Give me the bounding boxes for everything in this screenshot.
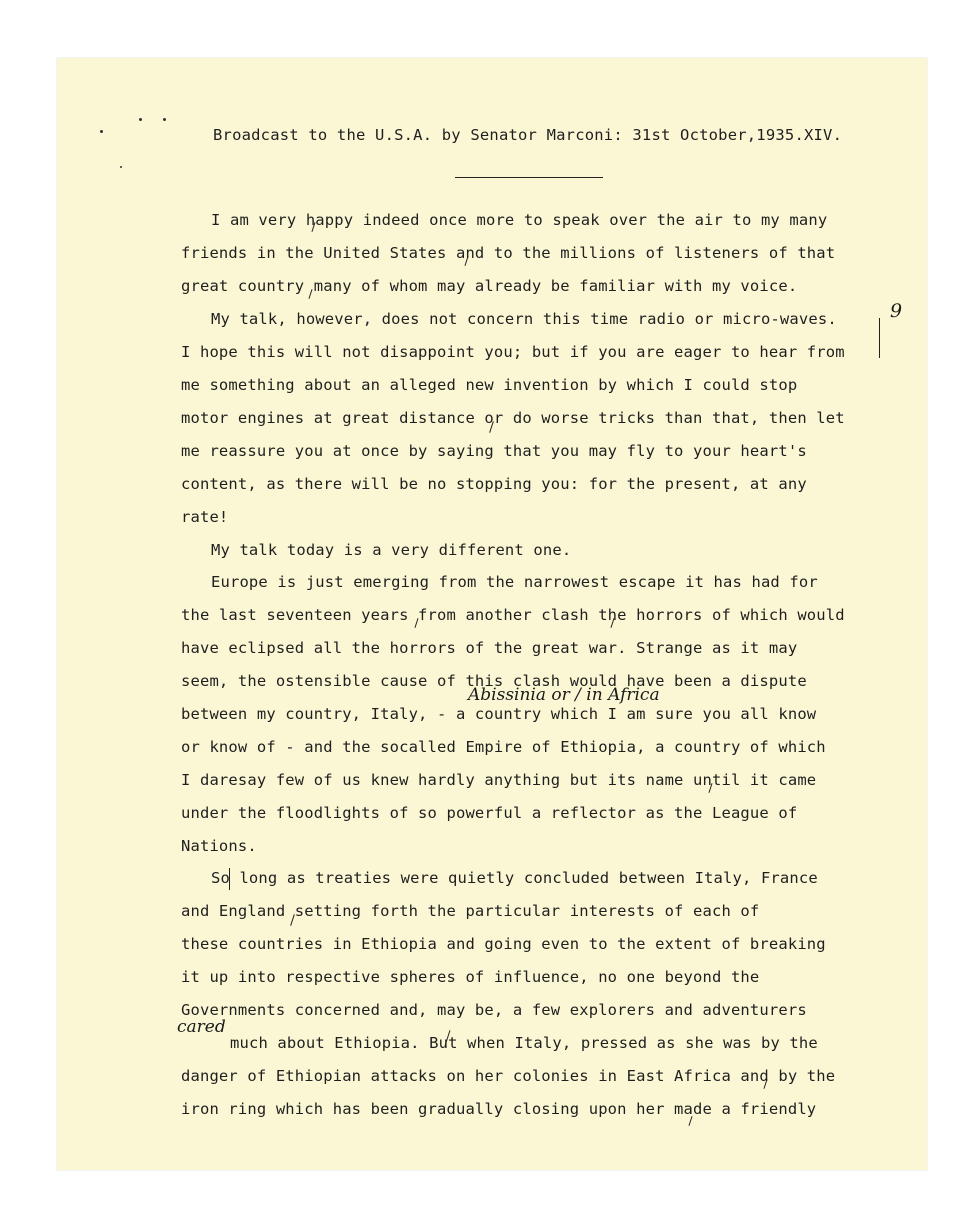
- text-line: and England setting forth the particular interests of each of: [181, 902, 760, 920]
- text-line: great country many of whom may already be familiar with my voice.: [181, 277, 798, 295]
- text-line: much about Ethiopia. But when Italy, pressed as she was by the: [230, 1034, 818, 1052]
- text-line: it up into respective spheres of influence, no one beyond the: [181, 968, 760, 986]
- text-line: danger of Ethiopian attacks on her colonies in East Africa and by the: [181, 1067, 836, 1085]
- text-line: motor engines at great distance or do worse tricks than that, then let: [181, 409, 845, 427]
- text-line: me reassure you at once by saying that you may fly to your heart's: [181, 442, 807, 460]
- text-line: Governments concerned and, may be, a few explorers and adventurers: [181, 1001, 807, 1019]
- text-line: Nations.: [181, 837, 257, 855]
- handwritten-insertion-cared: cared: [177, 1017, 226, 1037]
- margin-bracket-mark: [879, 318, 880, 358]
- word-separator-mark: [229, 868, 230, 890]
- document-heading: Broadcast to the U.S.A. by Senator Marconi: 31st October,1935.XIV.: [213, 126, 843, 144]
- text-line: content, as there will be no stopping you: for the present, at any: [181, 475, 807, 493]
- text-line: me something about an alleged new invention by which I could stop: [181, 376, 798, 394]
- text-line: these countries in Ethiopia and going even to the extent of breaking: [181, 935, 826, 953]
- text-line: So long as treaties were quietly concluded between Italy, France: [211, 869, 818, 887]
- text-line: between my country, Italy, - a country which I am sure you all know: [181, 705, 817, 723]
- margin-proof-mark: 9: [890, 300, 903, 322]
- text-line: rate!: [181, 508, 229, 526]
- text-line: iron ring which has been gradually closing upon her made a friendly: [181, 1100, 817, 1118]
- text-line: Europe is just emerging from the narrowest escape it has had for: [211, 573, 818, 591]
- text-line: the last seventeen years from another clash the horrors of which would: [181, 606, 845, 624]
- text-line: seem, the ostensible cause of this clash would have been a dispute: [181, 672, 807, 690]
- text-line: I am very happy indeed once more to speak over the air to my many: [211, 211, 828, 229]
- ink-speck: [100, 130, 103, 133]
- text-line: My talk today is a very different one.: [211, 541, 572, 559]
- ink-speck: [139, 118, 142, 121]
- ink-speck: [163, 118, 166, 121]
- text-line: My talk, however, does not concern this time radio or micro-waves.: [211, 310, 837, 328]
- ink-speck: [120, 166, 122, 168]
- handwritten-insertion-abyssinia: Abissinia or / in Africa: [468, 685, 660, 705]
- text-line: or know of - and the socalled Empire of Ethiopia, a country of which: [181, 738, 826, 756]
- heading-underline: [455, 177, 603, 178]
- text-line: under the floodlights of so powerful a reflector as the League of: [181, 804, 798, 822]
- text-line: have eclipsed all the horrors of the great war. Strange as it may: [181, 639, 798, 657]
- text-line: I daresay few of us knew hardly anything but its name until it came: [181, 771, 817, 789]
- text-line: friends in the United States and to the millions of listeners of that: [181, 244, 836, 262]
- text-line: I hope this will not disappoint you; but if you are eager to hear from: [181, 343, 845, 361]
